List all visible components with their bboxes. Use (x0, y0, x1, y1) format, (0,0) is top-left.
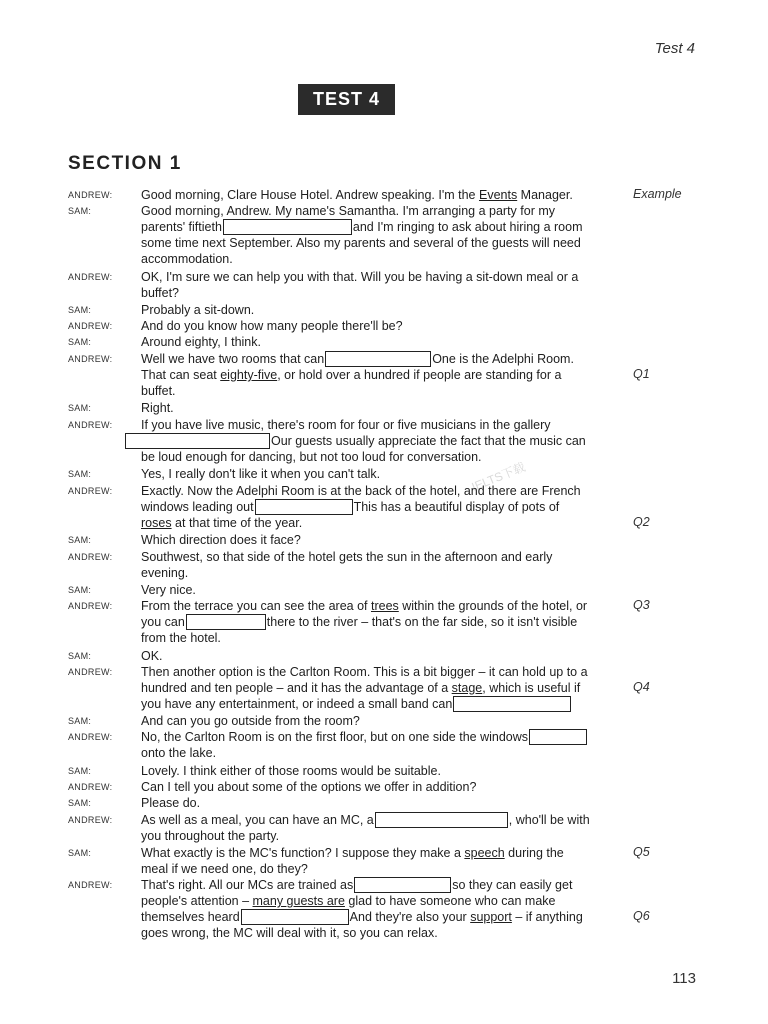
dialogue-text: be loud enough for dancing, but not too loud for conversation. (141, 450, 482, 464)
speaker: ANDREW: (68, 420, 113, 430)
dialogue-text: No, the Carlton Room is on the first floor, but on one side the windows (141, 730, 529, 744)
page-number: 113 (672, 970, 696, 987)
dialogue-text: Please do. (141, 796, 201, 810)
dialogue-text: themselves heard (141, 910, 240, 924)
transcript-line (0, 367, 768, 383)
dialogue-text: From the terrace you can see the area of (141, 599, 371, 613)
transcript-line (0, 614, 768, 630)
dialogue-text: Can I tell you about some of the options we offer in addition? (141, 780, 477, 794)
question-marker: Q2 (633, 515, 650, 529)
dialogue-text: Our guests usually appreciate the fact that the music can (271, 434, 586, 448)
transcript-line (0, 861, 768, 877)
transcript-line (0, 532, 768, 548)
transcript-line (0, 417, 768, 433)
transcript-line (0, 828, 768, 844)
dialogue-text: Good morning, Clare House Hotel. Andrew speaking. I'm the (141, 188, 479, 202)
transcript-line (0, 483, 768, 499)
transcript-line (0, 565, 768, 581)
dialogue-text: there to the river – that's on the far side, so it isn't visible (266, 615, 578, 629)
speaker: SAM: (68, 535, 92, 545)
dialogue-text: and I'm ringing to ask about hiring a room (352, 220, 583, 234)
question-marker: Q3 (633, 598, 650, 612)
answer-underline: trees (370, 599, 399, 613)
dialogue-text: windows leading out (141, 500, 254, 514)
transcript-line (0, 893, 768, 909)
dialogue-text: If you have live music, there's room for four or five musicians in the gallery (141, 418, 551, 432)
transcript-line (0, 763, 768, 779)
transcript-line (0, 383, 768, 399)
transcript-line (0, 745, 768, 761)
dialogue-text: OK, I'm sure we can help you with that. Will you be having a sit-down meal or a (141, 270, 579, 284)
answer-underline: Events (478, 188, 518, 202)
test-header-label: Test 4 (654, 40, 695, 57)
dialogue-text: hundred and ten people – and it has the advantage of a (141, 681, 452, 695)
transcript-line (0, 630, 768, 646)
speaker: ANDREW: (68, 732, 113, 742)
speaker: ANDREW: (68, 354, 113, 364)
speaker: SAM: (68, 651, 92, 661)
answer-underline: stage (451, 681, 483, 695)
speaker: SAM: (68, 848, 92, 858)
dialogue-text: buffet. (141, 384, 176, 398)
dialogue-text: Very nice. (141, 583, 196, 597)
dialogue-text: , who'll be with (508, 813, 590, 827)
transcript-line (0, 845, 768, 861)
speaker: ANDREW: (68, 190, 113, 200)
dialogue-text: parents' fiftieth (141, 220, 222, 234)
dialogue-text: Around eighty, I think. (141, 335, 261, 349)
dialogue-text: That can seat (141, 368, 221, 382)
answer-blank (375, 812, 508, 828)
dialogue-text: so they can easily get (452, 878, 573, 892)
answer-underline: support (470, 910, 512, 924)
transcript-line (0, 713, 768, 729)
watermark: IELTS下载 (469, 459, 528, 495)
speaker: ANDREW: (68, 601, 113, 611)
answer-underline: roses (141, 516, 172, 530)
answer-blank (223, 219, 352, 235)
transcript-line (0, 877, 768, 893)
dialogue-text: within the grounds of the hotel, or (398, 599, 588, 613)
dialogue-text: One is the Adelphi Room. (432, 352, 574, 366)
transcript-line (0, 466, 768, 482)
dialogue-text: Well we have two rooms that can (141, 352, 325, 366)
question-marker: Example (633, 187, 682, 201)
speaker: SAM: (68, 305, 92, 315)
dialogue-text: meal if we need one, do they? (141, 862, 308, 876)
dialogue-text: That's right. All our MCs are trained as (141, 878, 354, 892)
transcript-line (0, 400, 768, 416)
transcript-line (0, 318, 768, 334)
speaker: ANDREW: (68, 815, 113, 825)
speaker: SAM: (68, 798, 92, 808)
answer-blank (453, 696, 571, 712)
transcript-line (0, 909, 768, 925)
question-marker: Q4 (633, 680, 650, 694)
dialogue-text: you have any entertainment, or indeed a small band can (141, 697, 453, 711)
dialogue-text: glad to have someone who can make (344, 894, 556, 908)
answer-underline: speech (464, 846, 505, 860)
dialogue-text: OK. (141, 649, 163, 663)
speaker: SAM: (68, 469, 92, 479)
transcript-line (0, 680, 768, 696)
question-marker: Q5 (633, 845, 650, 859)
transcript-line (0, 779, 768, 795)
dialogue-text: you can (141, 615, 185, 629)
dialogue-text: This has a beautiful display of pots of (353, 500, 560, 514)
answer-blank (125, 433, 270, 449)
answer-blank (325, 351, 431, 367)
speaker: ANDREW: (68, 782, 113, 792)
answer-blank (241, 909, 349, 925)
speaker: ANDREW: (68, 667, 113, 677)
dialogue-text: Manager. (517, 188, 573, 202)
transcript-line (0, 302, 768, 318)
answer-underline: many guests are (252, 894, 345, 908)
transcript-line (0, 515, 768, 531)
speaker: ANDREW: (68, 880, 113, 890)
dialogue-text: Which direction does it face? (141, 533, 301, 547)
question-marker: Q1 (633, 367, 650, 381)
speaker: SAM: (68, 337, 92, 347)
speaker: SAM: (68, 716, 92, 726)
question-marker: Q6 (633, 909, 650, 923)
transcript-line (0, 285, 768, 301)
answer-blank (354, 877, 451, 893)
answer-blank (186, 614, 266, 630)
dialogue-text: What exactly is the MC's function? I suppose they make a (141, 846, 465, 860)
transcript-line (0, 696, 768, 712)
dialogue-text: from the hotel. (141, 631, 221, 645)
transcript-line (0, 499, 768, 515)
dialogue-text: , which is useful if (482, 681, 581, 695)
transcript-line (0, 582, 768, 598)
transcript-line (0, 203, 768, 219)
transcript-line (0, 433, 768, 449)
transcript-line (0, 648, 768, 664)
dialogue-text: buffet? (141, 286, 180, 300)
transcript-line (0, 795, 768, 811)
dialogue-text: accommodation. (141, 252, 233, 266)
transcript-line (0, 449, 768, 465)
dialogue-text: people's attention – (141, 894, 253, 908)
dialogue-text: at that time of the year. (171, 516, 303, 530)
transcript-line (0, 235, 768, 251)
speaker: ANDREW: (68, 552, 113, 562)
transcript-line (0, 351, 768, 367)
transcript-line (0, 251, 768, 267)
dialogue-text: evening. (141, 566, 189, 580)
answer-blank (255, 499, 353, 515)
speaker: ANDREW: (68, 272, 113, 282)
section-title: SECTION 1 (68, 153, 182, 174)
dialogue-text: And can you go outside from the room? (141, 714, 360, 728)
dialogue-text: And do you know how many people there'll be? (141, 319, 403, 333)
transcript-line (0, 187, 768, 203)
dialogue-text: you throughout the party. (141, 829, 280, 843)
dialogue-text: Probably a sit-down. (141, 303, 255, 317)
dialogue-text: Right. (141, 401, 174, 415)
speaker: ANDREW: (68, 486, 113, 496)
transcript-line (0, 812, 768, 828)
dialogue-text: Lovely. I think either of those rooms would be suitable. (141, 764, 441, 778)
dialogue-text: Yes, I really don't like it when you can't talk. (141, 467, 381, 481)
speaker: SAM: (68, 585, 92, 595)
transcript-line (0, 598, 768, 614)
transcript-line (0, 729, 768, 745)
dialogue-text: – if anything (511, 910, 583, 924)
dialogue-text: onto the lake. (141, 746, 217, 760)
speaker: ANDREW: (68, 321, 113, 331)
dialogue-text: , or hold over a hundred if people are standing for a (277, 368, 562, 382)
dialogue-text: Southwest, so that side of the hotel gets the sun in the afternoon and early (141, 550, 553, 564)
transcript-line (0, 219, 768, 235)
dialogue-text: during the (504, 846, 564, 860)
dialogue-text: Then another option is the Carlton Room. This is a bit bigger – it can hold up to a (141, 665, 588, 679)
speaker: SAM: (68, 766, 92, 776)
dialogue-text: As well as a meal, you can have an MC, a (141, 813, 374, 827)
transcript-line (0, 664, 768, 680)
answer-underline: eighty-five (220, 368, 278, 382)
speaker: SAM: (68, 206, 92, 216)
dialogue-text: some time next September. Also my parents and several of the guests will need (141, 236, 581, 250)
test-title: TEST 4 (298, 84, 395, 115)
dialogue-text: goes wrong, the MC will deal with it, so you can relax. (141, 926, 438, 940)
dialogue-text: Good morning, Andrew. My name's Samantha. I'm arranging a party for my (141, 204, 555, 218)
transcript-line (0, 925, 768, 941)
transcript-line (0, 334, 768, 350)
transcript-line (0, 269, 768, 285)
dialogue-text: And they're also your (349, 910, 471, 924)
answer-blank (529, 729, 587, 745)
speaker: SAM: (68, 403, 92, 413)
dialogue-text: Exactly. Now the Adelphi Room is at the back of the hotel, and there are French (141, 484, 581, 498)
transcript-line (0, 549, 768, 565)
